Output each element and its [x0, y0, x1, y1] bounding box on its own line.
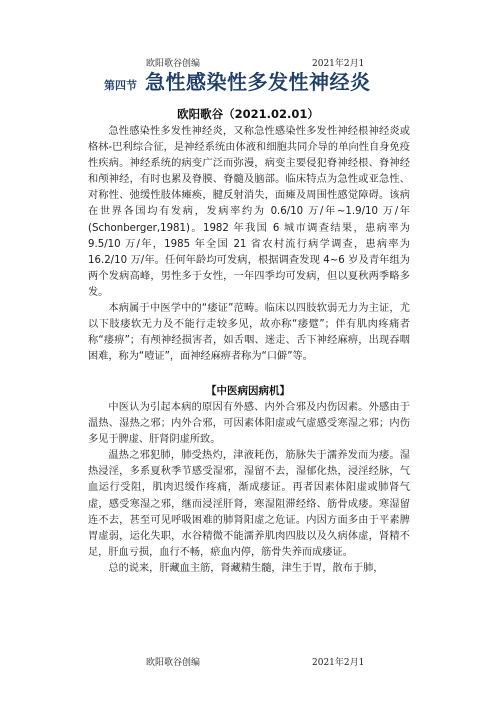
section-number: 第四节: [104, 79, 137, 92]
body-block-tcm-category: [88, 301, 410, 365]
page-title: 急性感染性多发性神经炎: [145, 70, 371, 94]
body-block-intro: [88, 124, 410, 301]
author-line: 欧阳歌谷（2021.02.01）: [177, 107, 319, 121]
footer-date: 2021年2月1: [312, 658, 365, 668]
header-date: 2021年2月1: [312, 59, 365, 69]
title-row: [104, 66, 371, 95]
header-author: 欧阳歌谷创编: [146, 59, 201, 69]
section-heading: 【中医病因病机】: [206, 385, 290, 397]
paragraph: 中医认为引起本病的原因有外感、内外合邪及内伤因素。外感由于温热、湿热之邪；内外合邪，可因素体阳虚或气虚感受寒湿之邪；内伤多见于脾虚、肝肾阴虚所致。: [88, 402, 410, 446]
paragraph: 温热之邪犯肺，肺受热灼，津液耗伤，筋脉失于濡养发而为痿。湿热浸淫，多系夏秋季节感受湿邪，湿留不去，湿郁化热，浸淫经脉，气血运行受阻，肌肉迟缓作疼痛，渐成痿证。再者因素体阳虚或肺肾气虚，感受寒湿之邪，继而浸淫肝肾，寒湿阻滞经络、筋骨成痿。寒湿留连不去，甚至可见呼吸困难的肺肾阳虚之危证。内因方面多由于平素脾胃虚弱，运化失职，水谷精微不能濡养肌肉四肢以及久病体虚，肾精不足，肝血亏损，血行不畅，瘀血内停，筋骨失养而成痿证。: [88, 450, 410, 558]
paragraph: 本病属于中医学中的“痿证”范畴。临床以四肢软弱无力为主证，尤以下肢痿软无力及不能行走较多见，故亦称“痿躄”；伴有肌肉疼痛者称“痿痹”；有颅神经损害者，如舌咽、迷走、舌下神经麻痹，出现吞咽困难，称为“噎证”，面神经麻痹者称为“口僻”等。: [88, 303, 410, 363]
footer-author: 欧阳歌谷创编: [146, 658, 201, 668]
page-footer: [146, 655, 365, 668]
body-block-etiology: [88, 400, 410, 577]
paragraph: 总的说来，肝藏血主筋，肾藏精生髓，津生于胃，散布于肺，: [108, 562, 384, 574]
paragraph: 急性感染性多发性神经炎，又称急性感染性多发性神经根神经炎或格林-巴利综合征，是神经系统由体液和细胞共同介导的单向性自身免疫性疾病。神经系统的病变广泛而弥漫，病变主要侵犯脊神经根、脊神经和颅神经，有时也累及脊膜、脊髓及脑部。临床特点为急性或亚急性、对称性、弛缓性肢体瘫痪，腱反射消失，面瘫及周围性感觉障碍。该病在世界各国均有发病，发病率约为 0.6/10 万/年~1.9/10 万/年(Schonberger,1981)。1982 年我国 6 城市调查结果，患病率为 9.5/10 万/年，1985 年全国 21 省农村流行病学调查，患病率为 16.2/10 万/年。任何年龄均可发病，根据调查发现 4~6 岁及青年组为两个发病高峰，男性多于女性，一年四季均可发病，但以夏秋两季略多发。: [88, 126, 410, 298]
